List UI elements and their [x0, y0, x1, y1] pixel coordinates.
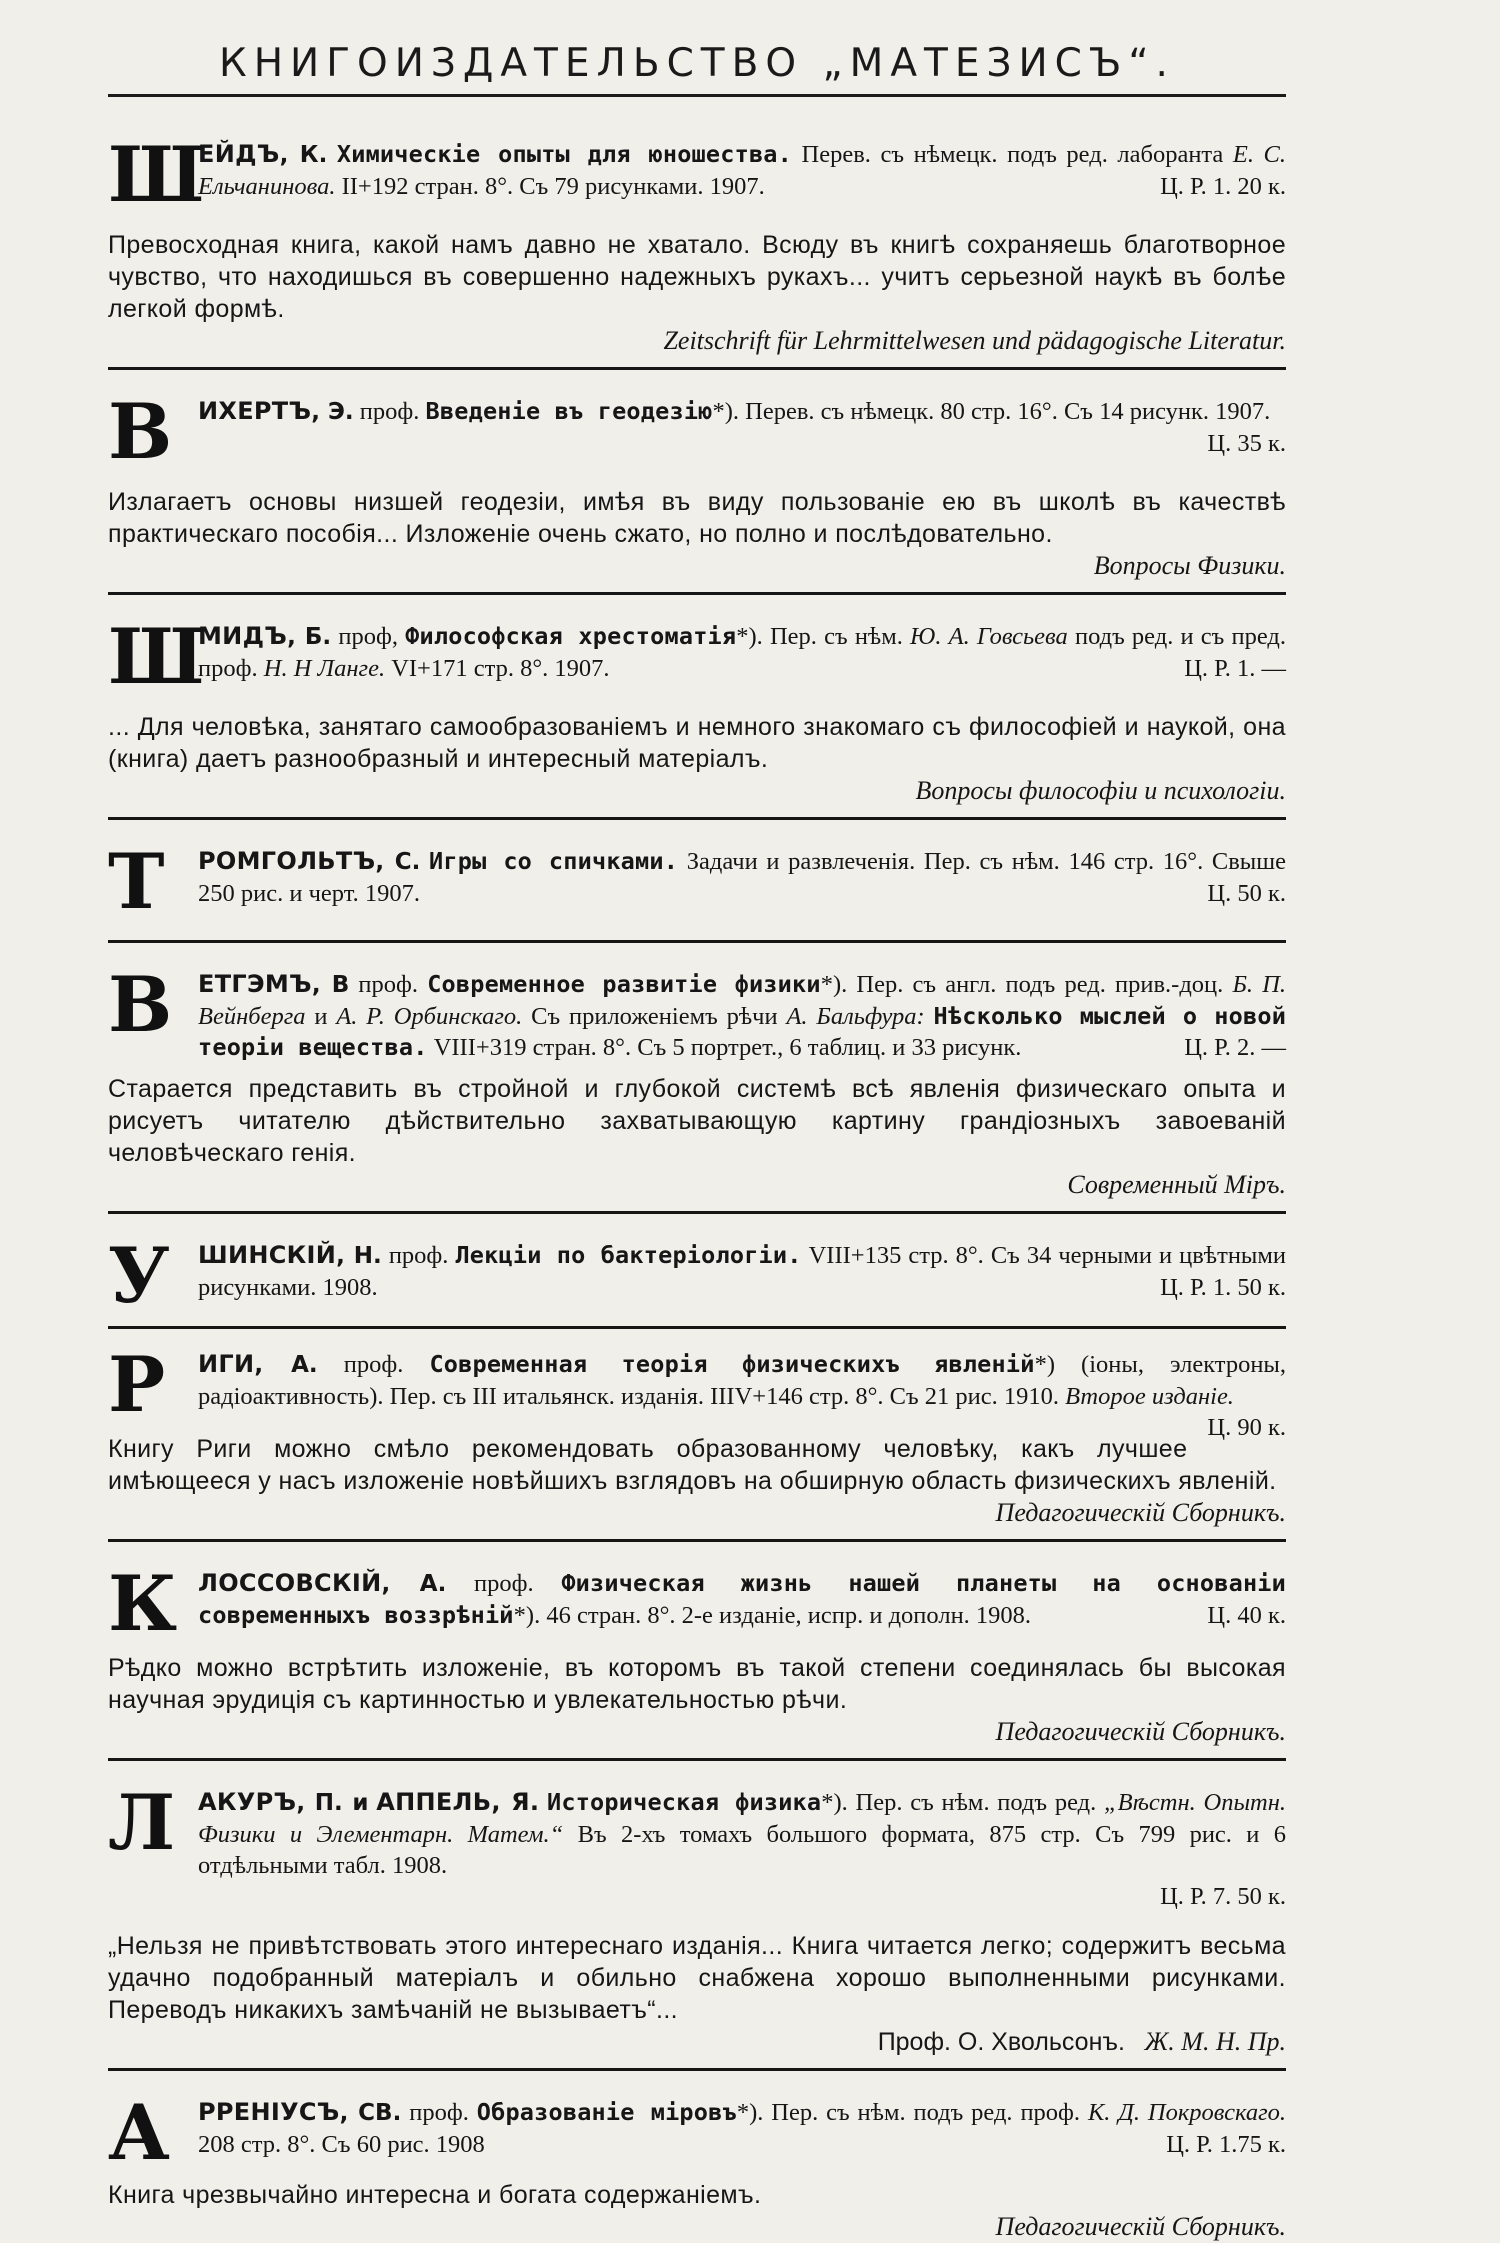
edition-note: Второе изданiе.: [1065, 1383, 1234, 1410]
book-price: Ц. Р. 2. —: [1184, 1034, 1286, 1061]
book-price: Ц. 35 к.: [1207, 430, 1286, 457]
review-source: Zeitschrift für Lehrmittelwesen und pädagogische Literatur.: [663, 326, 1286, 355]
book-title: Образованiе мiровъ: [476, 2098, 737, 2126]
book-details: подъ ред. и съ пред. проф.: [198, 623, 1287, 682]
book-biblio: [108, 1231, 1287, 1320]
book-translator: Ю. А. Говсьева: [910, 623, 1068, 650]
book-editor: „Вѣстн. Опытн. Физики и Элементарн. Матем.“: [198, 1789, 1287, 1848]
speech-author: А. Бальфура:: [786, 1003, 925, 1030]
book-entry: [108, 2088, 1286, 2243]
review-source: Ж. М. Н. Пр.: [1144, 2027, 1286, 2056]
entry-divider: [108, 2068, 1286, 2071]
book-details: *) (iоны, электроны, радiоактивность). Пер. съ III итальянск. изданiя. IIIV+146 стр. 8°. Съ 21 рис. 1910.: [198, 1351, 1287, 1410]
book-editor: Б. П. Вейнберга: [198, 971, 1287, 1030]
book-title: Современная теорiя физическихъ явленiй: [429, 1350, 1035, 1378]
drop-cap-initial: Ш: [108, 130, 205, 219]
book-details: Задачи и развлеченiя. Пер. съ нѣм. 146 стр. 16°. Свыше 250 рис. и черт. 1907.: [198, 848, 1287, 907]
author-initials: , А.: [381, 1571, 447, 1597]
author-initials: , С.: [375, 849, 421, 875]
review-source: Вопросы философiи и психологiи.: [915, 776, 1286, 805]
book-title: Современное развитiе физики: [427, 970, 821, 998]
book-price: Ц. Р. 7. 50 к.: [1160, 1883, 1286, 1910]
drop-cap-initial: К: [108, 1559, 178, 1648]
author-prefix: проф.: [409, 2099, 469, 2126]
book-editor: Н. Н Ланге.: [263, 655, 386, 682]
author-prefix: проф.: [343, 1351, 404, 1378]
book-biblio: [108, 2088, 1286, 2177]
author-surname: ИХЕРТЪ: [198, 397, 312, 425]
header-rule: [108, 94, 1286, 97]
review-attribution: [108, 2026, 1286, 2058]
book-entry: [108, 960, 1287, 1214]
author-surname: ЕТГЭМЪ: [198, 970, 312, 998]
book-details: *). Пер. съ нѣм. подъ ред. проф.: [736, 2099, 1081, 2126]
book-title: Лекцiи по бактерiологiи.: [455, 1241, 802, 1269]
book-price: Ц. Р. 1. —: [1184, 655, 1286, 682]
book-biblio: [108, 960, 1287, 1063]
author-surname: ШИНСКIЙ: [198, 1241, 337, 1269]
author-initials: , Э.: [311, 399, 354, 425]
author-surname: РОМГОЛЬТЪ: [198, 847, 376, 875]
author-initials: , П. и: [296, 1790, 369, 1816]
book-entry: [108, 1340, 1287, 1542]
book-biblio: [108, 1778, 1287, 1912]
book-biblio: [108, 387, 1286, 476]
author-initials: , В: [311, 972, 350, 998]
book-entry: [108, 387, 1286, 595]
review-text: Излагаетъ основы низшей геодезiи, имѣя въ виду пользованiе ею въ школѣ въ качествѣ практическаго пособiя... Изложенiе очень сжато, но полно и послѣдовательно.: [108, 488, 1286, 548]
book-editor: А. Р. Орбинскаго.: [336, 1003, 523, 1030]
book-price: Ц. Р. 1. 50 к.: [1160, 1274, 1286, 1301]
book-entry: [108, 1778, 1287, 2071]
book-editor: Е. С. Ельчанинова.: [198, 141, 1286, 200]
author-surname: АКУРЪ: [198, 1788, 297, 1816]
entry-divider: [108, 592, 1286, 595]
book-editor: К. Д. Покровскаго.: [1087, 2099, 1286, 2126]
author-surname: ИГИ: [198, 1350, 255, 1378]
review-text: Рѣдко можно встрѣтить изложенiе, въ которомъ въ такой степени соединялась бы высокая научная эрудицiя съ картинностью и увлекательностью рѣчи.: [108, 1654, 1286, 1714]
author-surname: РРЕНIУСЪ: [198, 2098, 340, 2126]
book-details: *). Пер. съ нѣм.: [736, 623, 903, 650]
page-header: КНИГОИЗДАТЕЛЬСТВО „МАТЕЗИСЪ“.: [219, 41, 1175, 86]
author-prefix: проф,: [338, 623, 398, 650]
drop-cap-initial: В: [108, 387, 173, 476]
book-entry: [108, 1559, 1286, 1761]
book-details: VI+171 стр. 8°. 1907.: [391, 655, 610, 682]
author-initials: , А.: [254, 1352, 318, 1378]
author-initials: , К.: [279, 142, 328, 168]
book-details: и: [314, 1003, 328, 1030]
review-text: Старается представить въ стройной и глубокой системѣ всѣ явленiя физическаго опыта и рисуетъ читателю дѣйствительно захватывающую картину грандiозныхъ завоеванiй человѣческаго генiя.: [108, 1075, 1286, 1167]
drop-cap-initial: Р: [108, 1340, 166, 1429]
author-initials: , Б.: [287, 624, 332, 650]
book-title: Историческая физика: [547, 1788, 822, 1816]
book-entry: [108, 1231, 1287, 1329]
book-biblio: [108, 1340, 1287, 1441]
author-surname: ЛОССОВСКIЙ: [198, 1569, 382, 1597]
book-title: Игры со спичками.: [429, 847, 679, 875]
entry-divider: [108, 817, 1286, 820]
review-source: Современный Мiръ.: [1067, 1170, 1286, 1199]
book-details: *). 46 стран. 8°. 2-е изданiе, испр. и дополн. 1908.: [513, 1602, 1032, 1629]
book-price: Ц. Р. 1. 20 к.: [1160, 173, 1286, 200]
author-prefix: проф.: [358, 971, 419, 998]
reviewer-name: Проф. О. Хвольсонъ.: [877, 2028, 1125, 2056]
review-text: Книгу Риги можно смѣло рекомендовать образованному человѣку, какъ лучшее имѣющееся у насъ изложенiе новѣйшихъ взглядовъ на обширную область физическихъ явленiй.: [108, 1435, 1277, 1495]
review-text: Книга чрезвычайно интересна и богата содержанiемъ.: [108, 2181, 762, 2209]
author-prefix: проф.: [388, 1242, 449, 1269]
book-details: *). Пер. съ англ. подъ ред. прив.-доц.: [820, 971, 1224, 998]
review-source: Педагогическiй Сборникъ.: [995, 1717, 1286, 1746]
book-biblio: [108, 1559, 1286, 1648]
drop-cap-initial: Ш: [108, 612, 205, 701]
book-biblio: [108, 612, 1287, 701]
book-details: Съ приложенiемъ рѣчи: [531, 1003, 778, 1030]
author-prefix: проф.: [474, 1570, 534, 1597]
speech-title: Нѣсколько мыслей о новой теорiи вещества.: [198, 1002, 1287, 1061]
book-details: Въ 2-хъ томахъ большого формата, 875 стр. Съ 799 рис. и 6 отдѣльными табл. 1908.: [198, 1821, 1287, 1879]
drop-cap-initial: Т: [108, 837, 165, 926]
book-entry: [108, 130, 1286, 370]
author-surname: МИДЪ: [198, 622, 288, 650]
review-source: Педагогическiй Сборникъ.: [995, 2212, 1286, 2241]
book-entry: [108, 612, 1287, 820]
book-details: 208 стр. 8°. Съ 60 рис. 1908: [198, 2131, 485, 2158]
drop-cap-initial: Л: [108, 1778, 176, 1867]
book-price: Ц. Р. 1.75 к.: [1166, 2131, 1286, 2158]
book-biblio: [108, 130, 1286, 219]
entry-divider: [108, 1758, 1286, 1761]
entry-divider: [108, 1539, 1286, 1542]
author-initials: , СВ.: [339, 2100, 402, 2126]
entry-divider: [108, 940, 1286, 943]
review-source: Вопросы Физики.: [1093, 551, 1286, 580]
review-text: „Нельзя не привѣтствовать этого интереснаго изданiя... Книга читается легко; содержитъ весьма удачно подобранный матерiалъ и обильно снабжена хорошо выполненными рисунками. Переводъ никакихъ замѣчанiй не вызываетъ“...: [108, 1932, 1286, 2024]
author-prefix: проф.: [359, 398, 420, 425]
review-text: Превосходная книга, какой намъ давно не хватало. Всюду въ книгѣ сохраняешь благотворное чувство, что находишься въ совершенно надежныхъ рукахъ... учитъ серьезной наукѣ въ болѣе легкой формѣ.: [108, 231, 1286, 323]
book-details: *). Перев. съ нѣмецк. 80 стр. 16°. Съ 14 рисунк. 1907.: [712, 398, 1271, 425]
book-entry: [108, 837, 1287, 943]
book-title: Философская хрестоматiя: [405, 622, 737, 650]
entry-divider: [108, 1211, 1286, 1214]
book-details: *). Пер. съ нѣм. подъ ред.: [821, 1789, 1097, 1816]
entry-divider: [108, 367, 1286, 370]
book-title: Физическая жизнь нашей планеты на основанiи современныхъ воззрѣнiй: [198, 1569, 1286, 1629]
review-source: Педагогическiй Сборникъ.: [995, 1498, 1286, 1527]
book-price: Ц. 50 к.: [1207, 880, 1286, 907]
book-details: VIII+319 стран. 8°. Съ 5 портрет., 6 таблиц. и 33 рисунк.: [433, 1034, 1022, 1061]
book-title: Введенiе въ геодезiю: [425, 397, 713, 425]
book-list: [108, 130, 1287, 2243]
book-biblio: [108, 837, 1287, 926]
book-price: Ц. 90 к.: [1207, 1414, 1286, 1441]
book-details: II+192 стран. 8°. Съ 79 рисунками. 1907.: [341, 173, 765, 200]
book-details: Перев. съ нѣмецк. подъ ред. лаборанта: [801, 141, 1224, 168]
book-title: Химическiе опыты для юношества.: [336, 140, 792, 168]
drop-cap-initial: У: [108, 1231, 170, 1320]
entry-divider: [108, 1326, 1286, 1329]
price-line: [198, 1881, 1286, 1912]
book-price: Ц. 40 к.: [1207, 1602, 1286, 1629]
author-initials: , Н.: [336, 1243, 382, 1269]
drop-cap-initial: А: [108, 2088, 170, 2177]
author-surname: ЕЙДЪ: [198, 140, 280, 168]
book-details: VIII+135 стр. 8°. Съ 34 черными и цвѣтными рисунками. 1908.: [198, 1242, 1287, 1301]
review-text: ... Для человѣка, занятаго самообразованiемъ и немного знакомаго съ философiей и наукой, она (книга) даетъ разнообразный и интересный матерiалъ.: [108, 713, 1286, 773]
co-author: АППЕЛЬ, Я.: [376, 1788, 540, 1816]
drop-cap-initial: В: [108, 960, 173, 1049]
